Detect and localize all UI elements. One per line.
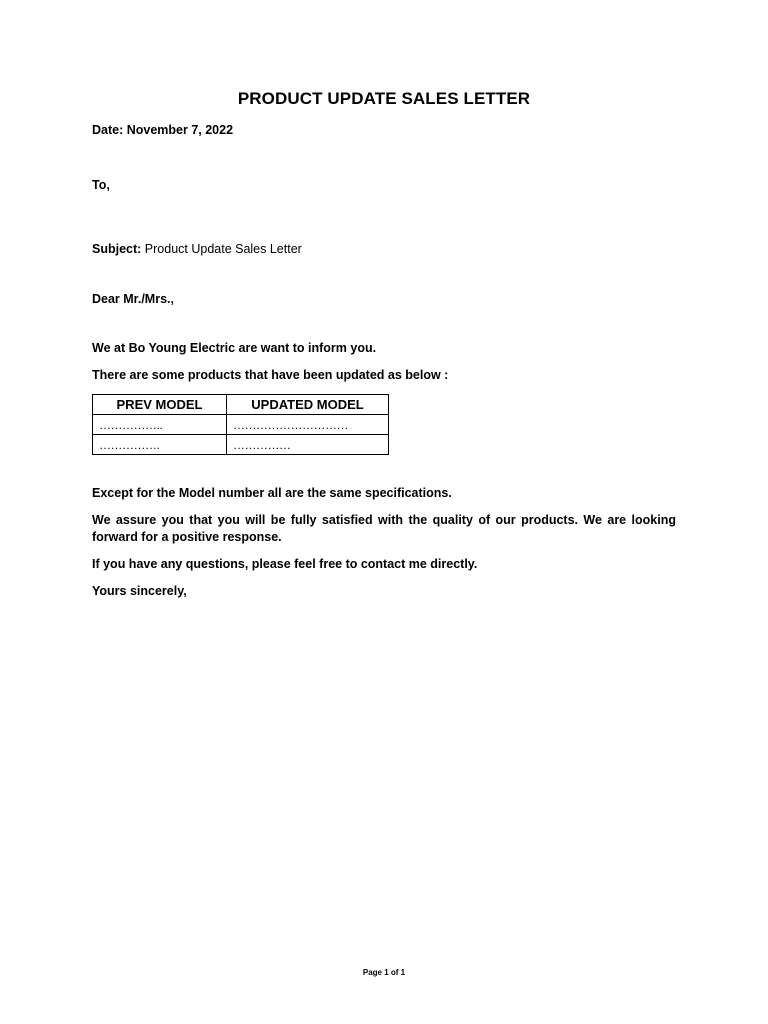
subject-line — [92, 242, 302, 256]
table-lead-in: There are some products that have been updated as below : — [92, 368, 449, 382]
intro-sentence: We at Bo Young Electric are want to inform you. — [92, 341, 377, 355]
prev-model-cell: …………….. — [93, 415, 227, 435]
prev-model-cell: ……………. — [93, 435, 227, 455]
questions-sentence: If you have any questions, please feel free to contact me directly. — [92, 557, 478, 571]
updated-model-cell: …………… — [227, 435, 389, 455]
page-number-footer: Page 1 of 1 — [362, 968, 406, 977]
closing-line: Yours sincerely, — [92, 584, 187, 598]
table-row — [93, 415, 389, 435]
updated-model-header: UPDATED MODEL — [227, 395, 389, 415]
prev-model-header: PREV MODEL — [93, 395, 227, 415]
subject-text: Product Update Sales Letter — [141, 242, 302, 256]
assurance-paragraph: We assure you that you will be fully satisfied with the quality of our products. We are looking forward for a positive response. — [92, 513, 676, 544]
recipient-label: To, — [92, 178, 110, 192]
letter-date: Date: November 7, 2022 — [92, 123, 234, 137]
subject-label: Subject: — [92, 242, 142, 256]
table-header-row — [93, 395, 389, 415]
letter-title: PRODUCT UPDATE SALES LETTER — [237, 89, 531, 108]
spec-note: Except for the Model number all are the same specifications. — [92, 486, 452, 500]
model-update-table — [92, 394, 389, 455]
table-row — [93, 435, 389, 455]
salutation: Dear Mr./Mrs., — [92, 292, 174, 306]
updated-model-cell: ………………………… — [227, 415, 389, 435]
